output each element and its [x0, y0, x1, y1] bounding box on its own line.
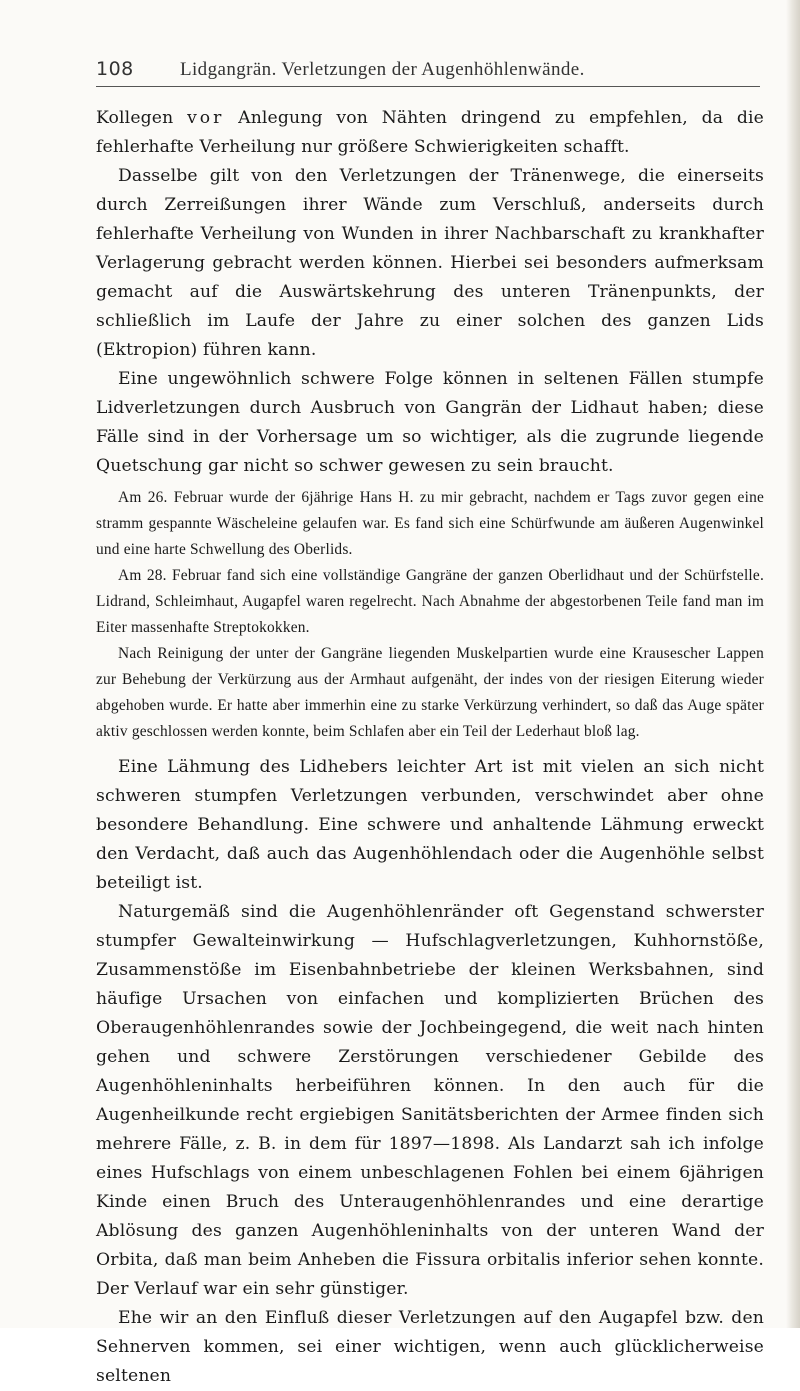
paragraph-gangraen: Eine ungewöhnlich schwere Folge können in seltenen Fällen stumpfe Lidverletzungen durch Ausbruch von Gangrän der Lidhaut haben; diese Fälle sind in der Vorhersage um so wichtiger, als die zugrunde liegende Quetschung gar nicht so schwer gewesen zu sein braucht.	[96, 369, 764, 476]
paragraph-continuation	[96, 104, 764, 162]
paragraph-traenenwege: Dasselbe gilt von den Verletzungen der Tränenwege, die einerseits durch Zerreißungen ihrer Wände zum Verschluß, anderseits durch fehlerhafte Verheilung von Wunden in ihrer Nachbarschaft zu krankhafter Verlagerung gebracht werden können. Hierbei sei besonders aufmerksam gemacht auf die Auswärtskehrung des unteren Tränenpunkts, der schließlich im Laufe der Jahre zu einer solchen des ganzen Lids (Ektropion) führen kann.	[96, 166, 764, 360]
paragraph-sehnerv: Ehe wir an den Einfluß dieser Verletzungen auf den Augapfel bzw. den Sehnerven kommen, sei einer wichtigen, wenn auch glücklicherweise seltenen	[96, 1308, 764, 1386]
paragraph-laehmung: Eine Lähmung des Lidhebers leichter Art ist mit vielen an sich nicht schweren stumpfen Verletzungen verbunden, verschwindet aber ohne besondere Behandlung. Eine schwere und anhaltende Lähmung erweckt den Verdacht, daß auch das Augenhöhlendach oder die Augenhöhle selbst beteiligt ist.	[96, 757, 764, 893]
spaced-emphasis: vor	[187, 108, 225, 128]
case-report-paragraph: Am 28. Februar fand sich eine vollständige Gangräne der ganzen Oberlidhaut und der Schürfstelle. Lidrand, Schleimhaut, Augapfel waren regelrecht. Nach Abnahme der abgestorbenen Teile fand man im Eiter massenhafte Streptokokken.	[96, 567, 764, 636]
running-header	[96, 52, 760, 87]
running-title: Lidgangrän. Verletzungen der Augenhöhlenwände.	[180, 59, 585, 80]
paragraph-text-post: Anlegung von Nähten dringend zu empfehlen, da die fehlerhafte Verheilung nur größere Schwierigkeiten schafft.	[96, 108, 764, 157]
case-report-paragraph: Nach Reinigung der unter der Gangräne liegenden Muskelpartien wurde eine Krausescher Lappen zur Behebung der Verkürzung aus der Armhaut aufgenäht, der indes von der riesigen Eiterung wieder abgehoben wurde. Er hatte aber immerhin eine zu starke Verkürzung verhindert, so daß das Auge später aktiv geschlossen werden konnte, beim Schlafen aber ein Teil der Lederhaut bloß lag.	[96, 645, 764, 740]
case-report-paragraph: Am 26. Februar wurde der 6jährige Hans H. zu mir gebracht, nachdem er Tags zuvor gegen eine stramm gespannte Wäscheleine gelaufen war. Es fand sich eine Schürfwunde am äußeren Augenwinkel und eine harte Schwellung des Oberlids.	[96, 489, 764, 558]
body-text	[96, 104, 764, 1391]
paragraph-augenhoehlenraender: Naturgemäß sind die Augenhöhlenränder oft Gegenstand schwerster stumpfer Gewalteinwirkung — Hufschlagverletzungen, Kuhhornstöße, Zusammenstöße im Eisenbahnbetriebe der kleinen Werksbahnen, sind häufige Ursachen von einfachen und komplizierten Brüchen des Oberaugenhöhlenrandes sowie der Jochbeingegend, die weit nach hinten gehen und schwere Zerstörungen verschiedener Gebilde des Augenhöhleninhalts herbeiführen können. In den auch für die Augenheilkunde recht ergiebigen Sanitätsberichten der Armee finden sich mehrere Fälle, z. B. in dem für 1897—1898. Als Landarzt sah ich infolge eines Hufschlags von einem unbeschlagenen Fohlen bei einem 6jährigen Kinde einen Bruch des Unteraugenhöhlenrandes und eine derartige Ablösung des ganzen Augenhöhleninhalts von der unteren Wand der Orbita, daß man beim Anheben die Fissura orbitalis inferior sehen konnte. Der Verlauf war ein sehr günstiger.	[96, 902, 764, 1299]
page-number: 108	[96, 58, 134, 80]
page-edge-shadow	[786, 0, 800, 1328]
paragraph-text-pre: Kollegen	[96, 108, 188, 128]
case-report	[96, 485, 764, 745]
